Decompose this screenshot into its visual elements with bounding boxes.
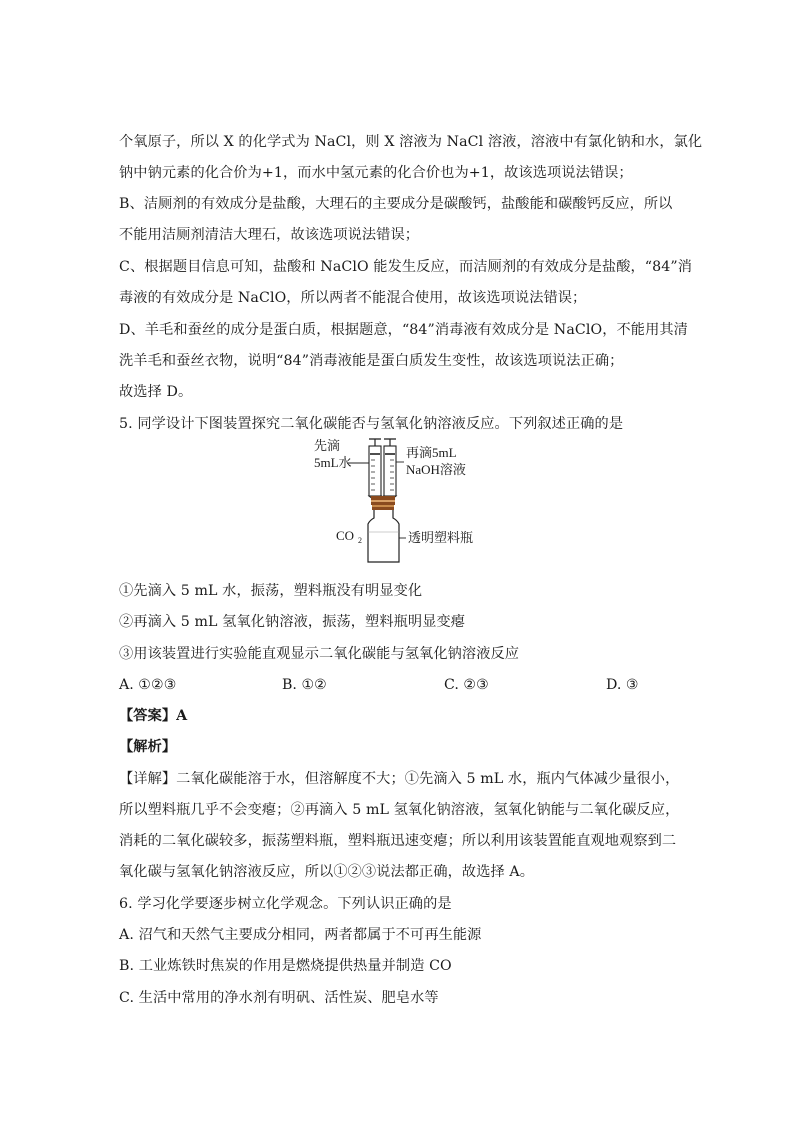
option-d: D. ③ bbox=[606, 677, 639, 693]
text-line: 个氧原子，所以 X 的化学式为 NaCl，则 X 溶液为 NaCl 溶液，溶液中有氯化钠和水，氯化 bbox=[119, 134, 703, 150]
detail-line: 消耗的二氧化碳较多，振荡塑料瓶，塑料瓶迅速变瘪；所以利用该装置能直观地观察到二 bbox=[119, 833, 677, 849]
analysis-title: 【解析】 bbox=[119, 739, 177, 755]
label-5ml-water: 5mL水 bbox=[314, 455, 352, 470]
label-co2: CO bbox=[336, 528, 355, 543]
rubber-stopper bbox=[371, 496, 395, 510]
apparatus-diagram bbox=[300, 436, 520, 568]
option-a: A. ①②③ bbox=[119, 677, 177, 693]
detail-line: 氧化碳与氢氧化钠溶液反应，所以①②③说法都正确，故选择 A。 bbox=[119, 864, 535, 880]
right-syringe bbox=[384, 439, 396, 506]
label-co2-subscript: 2 bbox=[358, 536, 362, 545]
text-line: 钠中钠元素的化合价为+1，而水中氢元素的化合价也为+1，故该选项说法错误； bbox=[119, 165, 633, 181]
label-first-drop: 先滴 bbox=[314, 438, 341, 453]
label-then-drop: 再滴5mL bbox=[406, 445, 457, 460]
text-line: 毒液的有效成分是 NaClO，所以两者不能混合使用，故该选项说法错误； bbox=[119, 290, 587, 306]
statement-1: ①先滴入 5 mL 水，振荡，塑料瓶没有明显变化 bbox=[119, 583, 423, 599]
answer: 【答案】A bbox=[119, 708, 188, 724]
text-line: B、洁厕剂的有效成分是盐酸，大理石的主要成分是碳酸钙，盐酸能和碳酸钙反应，所以 bbox=[119, 196, 673, 212]
text-line: 洗羊毛和蚕丝衣物，说明“84”消毒液能是蛋白质发生变性，故该选项说法正确； bbox=[119, 353, 624, 369]
question-6-stem: 6. 学习化学要逐步树立化学观念。下列认识正确的是 bbox=[119, 896, 452, 912]
statement-2: ②再滴入 5 mL 氢氧化钠溶液，振荡，塑料瓶明显变瘪 bbox=[119, 614, 466, 630]
statement-3: ③用该装置进行实验能直观显示二氧化碳能与氢氧化钠溶液反应 bbox=[119, 646, 520, 662]
label-transparent-bottle: 透明塑料瓶 bbox=[408, 530, 474, 545]
left-syringe bbox=[369, 439, 381, 506]
option-c: C. ②③ bbox=[444, 677, 489, 693]
plastic-bottle bbox=[368, 510, 399, 562]
question-6-option-c: C. 生活中常用的净水剂有明矾、活性炭、肥皂水等 bbox=[119, 990, 439, 1006]
question-6-option-a: A. 沼气和天然气主要成分相同，两者都属于不可再生能源 bbox=[119, 927, 482, 943]
detail-line: 所以塑料瓶几乎不会变瘪；②再滴入 5 mL 氢氧化钠溶液，氢氧化钠能与二氧化碳反应， bbox=[119, 802, 680, 818]
question-6-option-b: B. 工业炼铁时焦炭的作用是燃烧提供热量并制造 CO bbox=[119, 958, 452, 974]
text-line: 故选择 D。 bbox=[119, 384, 193, 400]
detail-line: 【详解】二氧化碳能溶于水，但溶解度不大；①先滴入 5 mL 水，瓶内气体减少量很小， bbox=[119, 771, 680, 787]
text-line: 不能用洁厕剂清洁大理石，故该选项说法错误； bbox=[119, 227, 420, 243]
question-5-stem: 5. 同学设计下图装置探究二氧化碳能否与氢氧化钠溶液反应。下列叙述正确的是 bbox=[119, 416, 624, 432]
text-line: D、羊毛和蚕丝的成分是蛋白质，根据题意，“84”消毒液有效成分是 NaClO，不能用其清 bbox=[119, 322, 688, 338]
option-b: B. ①② bbox=[282, 677, 327, 693]
label-naoh-solution: NaOH溶液 bbox=[406, 462, 466, 477]
text-line: C、根据题目信息可知，盐酸和 NaClO 能发生反应，而洁厕剂的有效成分是盐酸，“84”消 bbox=[119, 259, 693, 275]
